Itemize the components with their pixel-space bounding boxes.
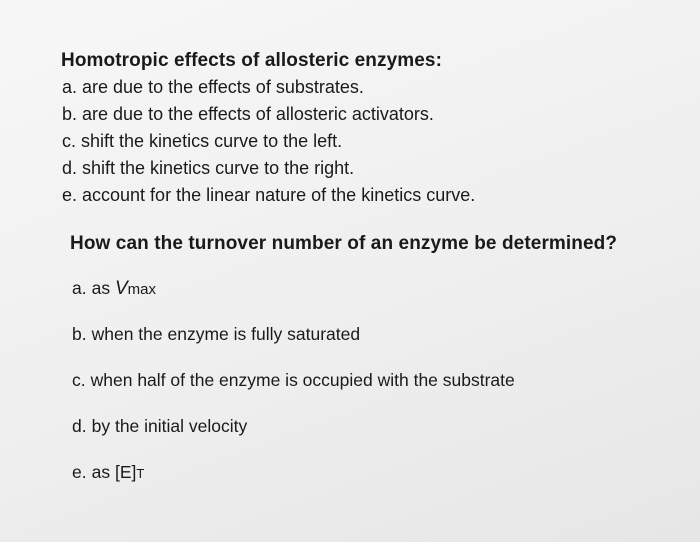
question-2 bbox=[70, 230, 617, 508]
option-letter: b. bbox=[72, 324, 87, 344]
question-2-options bbox=[72, 278, 617, 508]
option-letter: a. bbox=[62, 77, 78, 97]
question-1 bbox=[61, 47, 475, 209]
question-1-option-e bbox=[62, 182, 475, 209]
option-letter: e. bbox=[62, 185, 78, 205]
option-letter: c. bbox=[62, 131, 77, 151]
option-text: as bbox=[91, 462, 115, 482]
question-2-option-b bbox=[72, 324, 617, 370]
option-text: are due to the effects of allosteric activators. bbox=[82, 104, 434, 124]
question-1-options bbox=[61, 74, 475, 209]
question-2-option-d bbox=[72, 416, 617, 462]
vmax-subscript: max bbox=[127, 281, 156, 298]
enzyme-total-subscript: T bbox=[136, 466, 145, 481]
option-text: as bbox=[91, 278, 115, 298]
option-text: by the initial velocity bbox=[91, 416, 248, 436]
option-letter: d. bbox=[62, 158, 78, 178]
question-1-title: Homotropic effects of allosteric enzymes: bbox=[61, 50, 443, 71]
option-text: shift the kinetics curve to the left. bbox=[81, 131, 343, 151]
option-text: account for the linear nature of the kinetics curve. bbox=[82, 185, 476, 205]
question-2-option-e bbox=[72, 462, 617, 508]
question-2-option-c bbox=[72, 370, 617, 416]
question-1-option-a bbox=[62, 74, 475, 101]
question-2-option-a bbox=[72, 278, 617, 324]
option-letter: d. bbox=[72, 416, 87, 436]
option-text: when the enzyme is fully saturated bbox=[91, 324, 361, 344]
option-letter: c. bbox=[72, 370, 86, 390]
option-letter: b. bbox=[62, 104, 78, 124]
vmax-symbol: V bbox=[114, 278, 128, 299]
option-letter: a. bbox=[72, 278, 87, 298]
option-text: shift the kinetics curve to the right. bbox=[82, 158, 355, 178]
option-letter: e. bbox=[72, 462, 87, 482]
enzyme-total-symbol: [E] bbox=[114, 462, 137, 482]
option-text: are due to the effects of substrates. bbox=[82, 77, 364, 97]
question-1-option-c bbox=[62, 128, 475, 155]
question-2-title: How can the turnover number of an enzyme be determined? bbox=[70, 233, 618, 254]
question-1-option-d bbox=[62, 155, 475, 182]
question-1-option-b bbox=[62, 101, 475, 128]
option-text: when half of the enzyme is occupied with the substrate bbox=[90, 370, 515, 390]
